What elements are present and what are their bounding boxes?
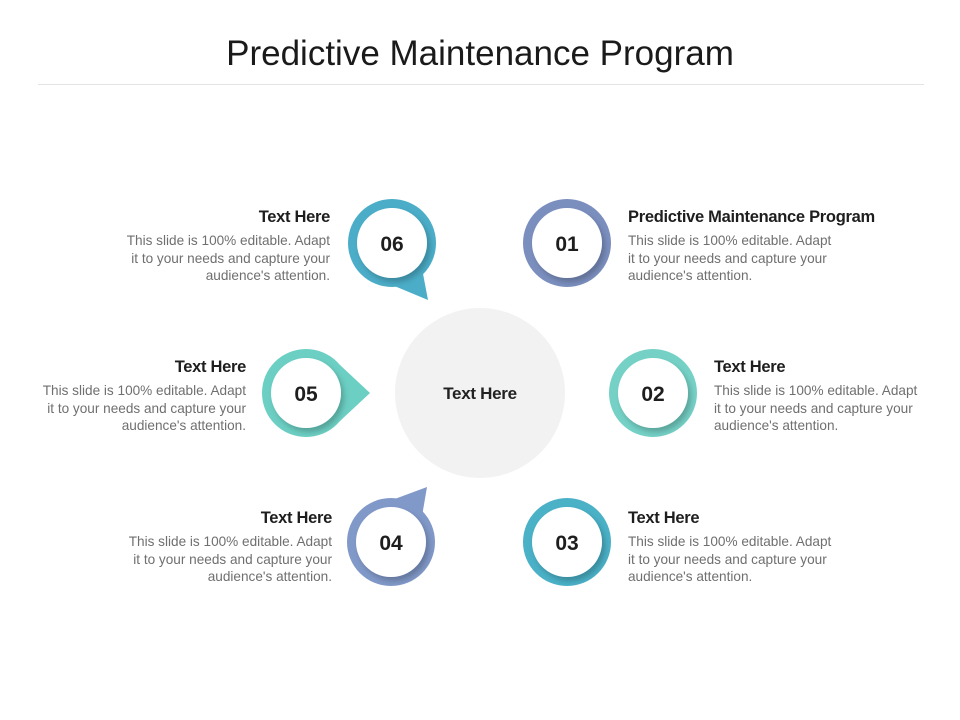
node-04 (347, 487, 435, 586)
item-04-body: This slide is 100% editable. Adapt it to your needs and capture your audience's attention. (128, 534, 332, 584)
item-05-text (0, 358, 246, 435)
node-05 (262, 349, 370, 437)
item-06-heading: Text Here (258, 208, 330, 226)
node-01 (523, 199, 611, 287)
item-03-text (628, 509, 878, 586)
item-01-body: This slide is 100% editable. Adapt it to your needs and capture your audience's attention. (628, 233, 832, 283)
node-05-number: 05 (294, 383, 318, 406)
item-02-text (714, 358, 954, 435)
item-03-body: This slide is 100% editable. Adapt it to your needs and capture your audience's attention. (628, 534, 832, 584)
node-04-number: 04 (379, 532, 403, 555)
node-02 (609, 349, 697, 437)
node-03-number: 03 (555, 532, 579, 555)
item-06-text (80, 208, 330, 285)
node-06 (348, 199, 436, 300)
node-06-number: 06 (380, 233, 404, 256)
node-03 (523, 498, 611, 586)
item-04-text (82, 509, 332, 586)
item-01-heading: Predictive Maintenance Program (628, 208, 875, 226)
item-05-heading: Text Here (174, 358, 246, 376)
item-02-heading: Text Here (714, 358, 786, 376)
node-01-number: 01 (555, 233, 579, 256)
center-label: Text Here (443, 384, 517, 403)
item-02-body: This slide is 100% editable. Adapt it to your needs and capture your audience's attention. (714, 383, 918, 433)
slide-title: Predictive Maintenance Program (226, 34, 734, 73)
node-02-number: 02 (641, 383, 665, 406)
item-06-body: This slide is 100% editable. Adapt it to your needs and capture your audience's attention. (126, 233, 330, 283)
item-01-text (628, 208, 938, 285)
item-05-body: This slide is 100% editable. Adapt it to your needs and capture your audience's attention. (42, 383, 246, 433)
item-03-heading: Text Here (628, 509, 700, 527)
item-04-heading: Text Here (260, 509, 332, 527)
